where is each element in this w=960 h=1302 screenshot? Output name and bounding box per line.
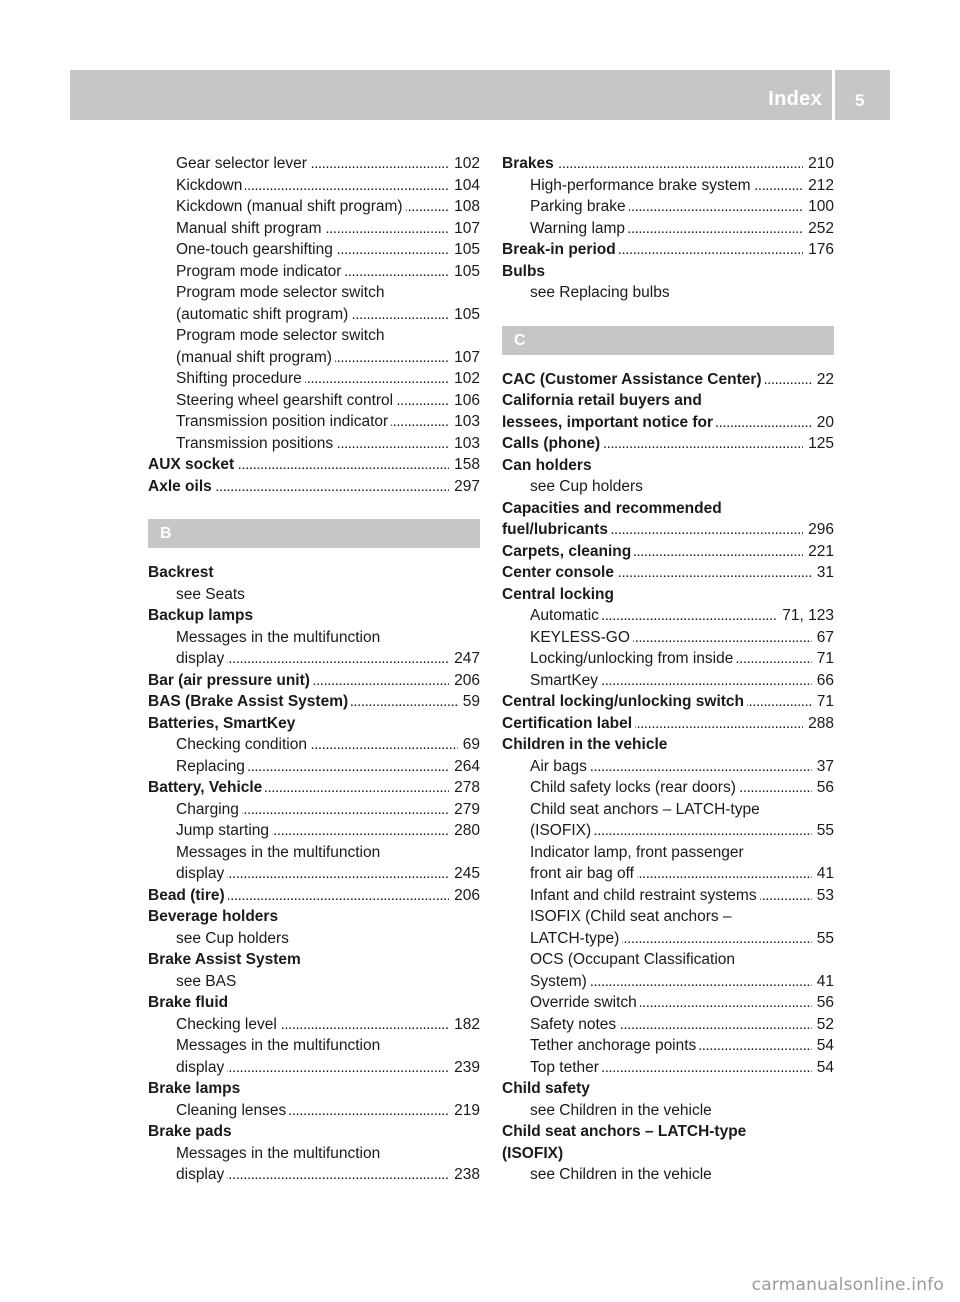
entry-page-ref[interactable]: 245	[449, 863, 480, 885]
entry-term: Steering wheel gearshift control	[176, 392, 396, 409]
index-entry	[148, 949, 480, 971]
index-entry	[502, 519, 834, 541]
entry-term: front air bag off	[530, 865, 637, 882]
entry-term: Backup lamps	[148, 607, 256, 624]
index-subentry	[176, 282, 480, 304]
entry-term: Brakes	[502, 155, 557, 172]
entry-term: CAC (Customer Assistance Center)	[502, 371, 765, 388]
entry-page-ref[interactable]: 105	[449, 261, 480, 283]
index-entry	[502, 412, 834, 434]
entry-term: Indicator lamp, front passenger	[530, 844, 747, 861]
index-subentry	[530, 842, 834, 864]
entry-term: OCS (Occupant Classification	[530, 951, 738, 968]
index-subentry	[176, 863, 480, 885]
entry-page-ref[interactable]: 176	[803, 239, 834, 261]
index-column-right	[502, 153, 834, 1186]
entry-term: fuel/lubricants	[502, 521, 611, 538]
index-subentry	[530, 820, 834, 842]
entry-term: Messages in the multifunction	[176, 1145, 383, 1162]
entry-term: see Children in the vehicle	[530, 1166, 715, 1183]
entry-page-ref[interactable]: 158	[449, 454, 480, 476]
entry-term: Warning lamp	[530, 220, 628, 237]
entry-term: Safety notes	[530, 1016, 619, 1033]
index-subentry	[176, 842, 480, 864]
entry-page-ref[interactable]: 106	[449, 390, 480, 412]
index-subentry	[530, 1164, 834, 1186]
entry-term: Jump starting	[176, 822, 272, 839]
entry-term: System)	[530, 973, 590, 990]
page-number: 5	[855, 91, 865, 110]
entry-page-ref[interactable]: 54	[812, 1057, 834, 1079]
entry-page-ref[interactable]: 52	[812, 1014, 834, 1036]
index-entry	[148, 777, 480, 799]
index-column-left	[148, 153, 480, 1186]
index-subentry	[530, 1014, 834, 1036]
index-entry	[502, 562, 834, 584]
entry-page-ref[interactable]: 280	[449, 820, 480, 842]
entry-term: Certification label	[502, 715, 635, 732]
entry-page-ref[interactable]: 102	[449, 368, 480, 390]
entry-page-ref[interactable]: 71	[812, 691, 834, 713]
entry-term: Child safety	[502, 1080, 593, 1097]
index-entry	[502, 239, 834, 261]
entry-page-ref[interactable]: 71, 123	[777, 605, 834, 627]
entry-term: California retail buyers and	[502, 392, 705, 409]
index-subentry	[530, 885, 834, 907]
entry-term: Axle oils	[148, 478, 215, 495]
index-subentry	[176, 175, 480, 197]
index-entry	[502, 369, 834, 391]
entry-page-ref[interactable]: 31	[812, 562, 834, 584]
index-subentry	[176, 734, 480, 756]
entry-term: see BAS	[176, 973, 239, 990]
entry-page-ref[interactable]: 278	[449, 777, 480, 799]
entry-term: Parking brake	[530, 198, 629, 215]
index-entry	[502, 1078, 834, 1100]
entry-term: Checking condition	[176, 736, 310, 753]
entry-term: Kickdown	[176, 177, 245, 194]
entry-term: Children in the vehicle	[502, 736, 670, 753]
section-header: C	[502, 326, 834, 355]
entry-term: Can holders	[502, 457, 595, 474]
index-entry	[148, 605, 480, 627]
entry-term: Bead (tire)	[148, 887, 228, 904]
entry-term: Central locking	[502, 586, 617, 603]
entry-term: (automatic shift program)	[176, 306, 351, 323]
entry-term: Gear selector lever	[176, 155, 310, 172]
entry-page-ref[interactable]: 56	[812, 777, 834, 799]
index-subentry	[176, 411, 480, 433]
entry-term: Messages in the multifunction	[176, 844, 383, 861]
index-subentry	[176, 1014, 480, 1036]
index-subentry	[176, 239, 480, 261]
index-entry	[502, 734, 834, 756]
entry-term: Messages in the multifunction	[176, 629, 383, 646]
index-subentry	[176, 928, 480, 950]
entry-term: AUX socket	[148, 456, 237, 473]
index-subentry	[176, 584, 480, 606]
entry-term: Center console	[502, 564, 617, 581]
entry-page-ref[interactable]: 252	[803, 218, 834, 240]
entry-term: Child safety locks (rear doors)	[530, 779, 739, 796]
index-subentry	[176, 1035, 480, 1057]
index-subentry	[530, 196, 834, 218]
index-entry	[148, 476, 480, 498]
index-subentry	[530, 1100, 834, 1122]
entry-page-ref[interactable]: 288	[803, 713, 834, 735]
entry-page-ref[interactable]: 41	[812, 971, 834, 993]
index-entry	[502, 584, 834, 606]
index-subentry	[530, 971, 834, 993]
entry-term: ISOFIX (Child seat anchors –	[530, 908, 735, 925]
index-subentry	[176, 648, 480, 670]
entry-term: Transmission position indicator	[176, 413, 391, 430]
entry-page-ref[interactable]: 105	[449, 304, 480, 326]
entry-page-ref[interactable]: 102	[449, 153, 480, 175]
entry-term: Beverage holders	[148, 908, 281, 925]
index-entry	[502, 390, 834, 412]
page-title: Index	[768, 88, 822, 110]
index-subentry	[176, 1164, 480, 1186]
entry-page-ref[interactable]: 55	[812, 820, 834, 842]
index-entry	[502, 433, 834, 455]
entry-term: Capacities and recommended	[502, 500, 725, 517]
entry-page-ref[interactable]: 103	[449, 411, 480, 433]
index-entry	[148, 906, 480, 928]
entry-page-ref[interactable]: 20	[812, 412, 834, 434]
entry-term: Brake fluid	[148, 994, 231, 1011]
entry-term: Central locking/unlocking switch	[502, 693, 747, 710]
entry-term: Brake Assist System	[148, 951, 304, 968]
index-subentry	[176, 347, 480, 369]
entry-page-ref[interactable]: 296	[803, 519, 834, 541]
index-entry	[148, 562, 480, 584]
entry-term: Air bags	[530, 758, 590, 775]
entry-page-ref[interactable]: 279	[449, 799, 480, 821]
entry-page-ref[interactable]: 108	[449, 196, 480, 218]
entry-term: Charging	[176, 801, 242, 818]
entry-term: Break-in period	[502, 241, 619, 258]
entry-term: Bar (air pressure unit)	[148, 672, 313, 689]
entry-term: Tether anchorage points	[530, 1037, 699, 1054]
index-entry	[502, 498, 834, 520]
index-subentry	[176, 971, 480, 993]
index-entry	[148, 885, 480, 907]
page-number-box	[835, 70, 890, 120]
entry-page-ref[interactable]: 107	[449, 347, 480, 369]
index-subentry	[176, 261, 480, 283]
entry-page-ref[interactable]: 247	[449, 648, 480, 670]
entry-term: Carpets, cleaning	[502, 543, 634, 560]
index-subentry	[176, 390, 480, 412]
index-subentry	[176, 196, 480, 218]
watermark: carmanualsonline.info	[751, 1275, 944, 1295]
entry-page-ref[interactable]: 100	[803, 196, 834, 218]
index-subentry	[530, 1035, 834, 1057]
entry-term: One-touch gearshifting	[176, 241, 336, 258]
entry-page-ref[interactable]: 41	[812, 863, 834, 885]
entry-page-ref[interactable]: 210	[803, 153, 834, 175]
entry-term: display	[176, 1059, 227, 1076]
index-entry	[148, 670, 480, 692]
entry-term: Replacing	[176, 758, 248, 775]
entry-term: LATCH-type)	[530, 930, 622, 947]
entry-term: Brake pads	[148, 1123, 235, 1140]
entry-page-ref[interactable]: 107	[449, 218, 480, 240]
index-entry	[502, 455, 834, 477]
index-subentry	[176, 820, 480, 842]
entry-term: Shifting procedure	[176, 370, 305, 387]
entry-page-ref[interactable]: 297	[449, 476, 480, 498]
index-entry	[502, 541, 834, 563]
entry-term: Messages in the multifunction	[176, 1037, 383, 1054]
index-subentry	[530, 627, 834, 649]
entry-term: display	[176, 1166, 227, 1183]
entry-term: BAS (Brake Assist System)	[148, 693, 351, 710]
entry-term: Top tether	[530, 1059, 602, 1076]
entry-page-ref[interactable]: 69	[458, 734, 480, 756]
index-subentry	[530, 1057, 834, 1079]
entry-term: Child seat anchors – LATCH-type	[502, 1123, 749, 1140]
entry-term: High-performance brake system	[530, 177, 754, 194]
index-subentry	[176, 1100, 480, 1122]
entry-page-ref[interactable]: 105	[449, 239, 480, 261]
entry-term: Bulbs	[502, 263, 548, 280]
entry-page-ref[interactable]: 125	[803, 433, 834, 455]
index-subentry	[530, 863, 834, 885]
entry-term: Program mode indicator	[176, 263, 344, 280]
entry-page-ref[interactable]: 239	[449, 1057, 480, 1079]
entry-term: (ISOFIX)	[530, 822, 594, 839]
index-subentry	[176, 368, 480, 390]
entry-page-ref[interactable]: 104	[449, 175, 480, 197]
entry-term: Checking level	[176, 1016, 280, 1033]
entry-page-ref[interactable]: 182	[449, 1014, 480, 1036]
entry-term: see Cup holders	[530, 478, 646, 495]
entry-term: Transmission positions	[176, 435, 336, 452]
index-subentry	[530, 906, 834, 928]
index-entry	[148, 691, 480, 713]
index-subentry	[176, 1057, 480, 1079]
index-subentry	[530, 949, 834, 971]
entry-page-ref[interactable]: 103	[449, 433, 480, 455]
index-entry	[148, 1078, 480, 1100]
index-subentry	[176, 627, 480, 649]
index-subentry	[176, 153, 480, 175]
entry-term: Program mode selector switch	[176, 284, 387, 301]
entry-term: lessees, important notice for	[502, 414, 716, 431]
entry-term: Program mode selector switch	[176, 327, 387, 344]
index-entry	[502, 691, 834, 713]
entry-term: see Cup holders	[176, 930, 292, 947]
entry-term: see Seats	[176, 586, 248, 603]
entry-term: Infant and child restraint systems	[530, 887, 760, 904]
entry-page-ref[interactable]: 67	[812, 627, 834, 649]
index-entry	[148, 454, 480, 476]
index-subentry	[176, 433, 480, 455]
index-subentry	[176, 799, 480, 821]
entry-term: Calls (phone)	[502, 435, 603, 452]
index-entry	[502, 261, 834, 283]
index-entry	[502, 153, 834, 175]
index-entry	[148, 713, 480, 735]
entry-term: Manual shift program	[176, 220, 325, 237]
entry-page-ref[interactable]: 264	[449, 756, 480, 778]
section-header: B	[148, 519, 480, 548]
entry-term: Child seat anchors – LATCH-type	[530, 801, 763, 818]
entry-term: SmartKey	[530, 672, 601, 689]
entry-page-ref[interactable]: 54	[812, 1035, 834, 1057]
entry-page-ref[interactable]: 59	[458, 691, 480, 713]
index-subentry	[530, 670, 834, 692]
index-subentry	[530, 476, 834, 498]
index-entry	[502, 1143, 834, 1165]
entry-term: Brake lamps	[148, 1080, 243, 1097]
entry-term: Override switch	[530, 994, 640, 1011]
entry-term: Battery, Vehicle	[148, 779, 265, 796]
index-subentry	[176, 756, 480, 778]
entry-page-ref[interactable]: 212	[803, 175, 834, 197]
index-subentry	[530, 992, 834, 1014]
entry-term: Locking/unlocking from inside	[530, 650, 736, 667]
index-subentry	[176, 218, 480, 240]
index-entry	[148, 992, 480, 1014]
index-subentry	[530, 756, 834, 778]
entry-page-ref[interactable]: 219	[449, 1100, 480, 1122]
index-subentry	[530, 648, 834, 670]
entry-page-ref[interactable]: 56	[812, 992, 834, 1014]
entry-term: Automatic	[530, 607, 602, 624]
entry-term: see Replacing bulbs	[530, 284, 673, 301]
entry-page-ref[interactable]: 22	[812, 369, 834, 391]
entry-page-ref[interactable]: 206	[449, 885, 480, 907]
entry-page-ref[interactable]: 53	[812, 885, 834, 907]
index-subentry	[530, 218, 834, 240]
header-bar	[70, 70, 832, 120]
entry-term: Kickdown (manual shift program)	[176, 198, 406, 215]
index-subentry	[530, 777, 834, 799]
index-entry	[502, 1121, 834, 1143]
index-subentry	[176, 304, 480, 326]
entry-page-ref[interactable]: 206	[449, 670, 480, 692]
entry-page-ref[interactable]: 221	[803, 541, 834, 563]
index-subentry	[176, 325, 480, 347]
index-subentry	[530, 605, 834, 627]
entry-term: (manual shift program)	[176, 349, 335, 366]
index-subentry	[530, 799, 834, 821]
entry-term: see Children in the vehicle	[530, 1102, 715, 1119]
entry-term: Batteries, SmartKey	[148, 715, 298, 732]
entry-term: display	[176, 865, 227, 882]
index-subentry	[176, 1143, 480, 1165]
entry-page-ref[interactable]: 71	[812, 648, 834, 670]
index-subentry	[530, 282, 834, 304]
index-subentry	[530, 175, 834, 197]
index-subentry	[530, 928, 834, 950]
entry-term: Cleaning lenses	[176, 1102, 289, 1119]
entry-page-ref[interactable]: 66	[812, 670, 834, 692]
entry-term: KEYLESS-GO	[530, 629, 633, 646]
entry-page-ref[interactable]: 55	[812, 928, 834, 950]
entry-term: display	[176, 650, 227, 667]
entry-page-ref[interactable]: 37	[812, 756, 834, 778]
entry-term: (ISOFIX)	[502, 1145, 566, 1162]
entry-term: Backrest	[148, 564, 217, 581]
index-entry	[502, 713, 834, 735]
entry-page-ref[interactable]: 238	[449, 1164, 480, 1186]
index-entry	[148, 1121, 480, 1143]
